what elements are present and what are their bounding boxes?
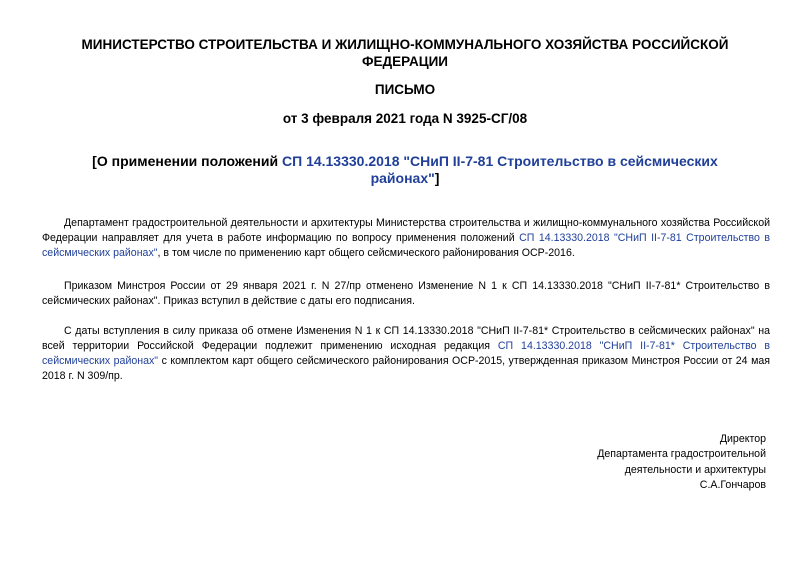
paragraph-3: [42, 324, 770, 384]
paragraph-1: [42, 216, 770, 261]
document-subject: [60, 153, 750, 187]
signature-block: [520, 432, 766, 493]
ministry-title: МИНИСТЕРСТВО СТРОИТЕЛЬСТВА И ЖИЛИЩНО-КОММУНАЛЬНОГО ХОЗЯЙСТВА РОССИЙСКОЙ ФЕДЕРАЦИИ: [81, 37, 729, 69]
paragraph-3-link[interactable]: СП 14.13330.2018 "СНиП II-7-81* Строительство в сейсмических районах": [42, 340, 770, 367]
subject-prefix: [О применении положений: [92, 153, 282, 169]
document-date-number: от 3 февраля 2021 года N 3925-СГ/08: [282, 111, 528, 126]
subject-suffix: ]: [434, 170, 440, 186]
paragraph-1-text-end: , в том числе по применению карт общего сейсмического районирования ОСР-2016.: [157, 247, 575, 259]
document-type: ПИСЬМО: [374, 82, 436, 97]
subject-link[interactable]: СП 14.13330.2018 "СНиП II-7-81 Строительство в сейсмических районах": [282, 153, 718, 186]
paragraph-1-text-start: Департамент градостроительной деятельности и архитектуры Министерства строительства и жилищно-коммунального хозяйства Российской Федерации направляет для учета в работе информацию по вопросу применения положений: [42, 217, 770, 244]
signature-name: С.А.Гончаров: [699, 478, 766, 491]
paragraph-1-link[interactable]: СП 14.13330.2018 "СНиП II-7-81 Строительство в сейсмических районах": [42, 232, 771, 259]
signature-dept-line-1: Департамента градостроительной: [597, 448, 766, 461]
paragraph-3-text-end: с комплектом карт общего сейсмического районирования ОСР-2015, утвержденная приказом Минстроя России от 24 мая 2018 г. N 309/пр.: [42, 355, 770, 382]
paragraph-2: [42, 279, 770, 309]
signature-dept-line-2: деятельности и архитектуры: [624, 463, 766, 476]
paragraph-3-text-start: С даты вступления в силу приказа об отмене Изменения N 1 к СП 14.13330.2018 "СНиП II-7-81* Строительство в сейсмических районах" на всей территории Российской Федерации подлежит применению исходная редакция: [42, 325, 770, 352]
paragraph-2-text: Приказом Минстроя России от 29 января 2021 г. N 27/пр отменено Изменение N 1 к СП 14.13330.2018 "СНиП II-7-81* Строительство в сейсмических районах". Приказ вступил в действие с даты его подписания.: [42, 280, 770, 307]
signature-title: Директор: [719, 433, 766, 445]
